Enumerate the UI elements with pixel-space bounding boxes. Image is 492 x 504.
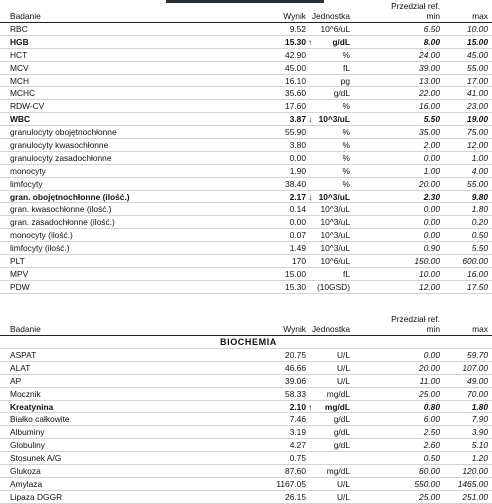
test-column-header: Badanie — [10, 324, 41, 334]
test-name: HCT — [10, 49, 28, 60]
ref-max: 0.50 — [471, 230, 488, 241]
unit: U/L — [336, 375, 350, 386]
test-name: MCHC — [10, 88, 36, 99]
ref-min: 22.00 — [419, 88, 440, 99]
table-row — [0, 465, 492, 478]
unit: % — [342, 140, 350, 151]
morphology-rows — [0, 23, 492, 294]
result-value: 20.75 — [285, 350, 306, 360]
table-row — [0, 126, 492, 139]
biochemistry-rows — [0, 349, 492, 504]
unit-column-header: Jednostka — [311, 11, 350, 21]
ref-min: 24.00 — [419, 49, 440, 60]
table-row — [0, 413, 492, 426]
test-name: ALAT — [10, 362, 31, 373]
table-row — [0, 191, 492, 204]
test-name: limfocyty — [10, 178, 43, 189]
unit: 10^3/uL — [320, 217, 350, 228]
unit: % — [342, 178, 350, 189]
result-value: 15.30 — [285, 281, 306, 292]
table-row — [0, 362, 492, 375]
ref-min: 35.00 — [419, 127, 440, 138]
reference-range-header: Przedział ref. — [391, 1, 440, 11]
ref-max: 45.00 — [467, 49, 488, 60]
unit: 10^3/uL — [318, 114, 350, 125]
min-column-header: min — [426, 11, 440, 21]
min-column-header: min — [426, 324, 440, 334]
result-value: 58.33 — [285, 388, 306, 399]
result-value: 3.80 — [289, 140, 306, 151]
test-name: Amylaza — [10, 478, 43, 489]
result-value: 3.19 — [289, 427, 306, 438]
ref-min: 1.00 — [423, 165, 440, 176]
unit: (10GSD) — [316, 281, 350, 292]
unit: 10^3/uL — [320, 204, 350, 215]
reference-range-header: Przedział ref. — [391, 314, 440, 324]
ref-min: 25.00 — [419, 388, 440, 399]
result-value: 46.66 — [285, 362, 306, 373]
ref-min: 0.50 — [423, 453, 440, 464]
table-row — [0, 401, 492, 414]
result-flag: ↑ — [308, 401, 313, 412]
unit: % — [342, 127, 350, 138]
ref-max: 107.00 — [462, 362, 488, 373]
ref-max: 17.50 — [467, 281, 488, 292]
max-column-header: max — [472, 11, 488, 21]
table-row — [0, 23, 492, 36]
table-row — [0, 229, 492, 242]
table-row — [0, 216, 492, 229]
ref-min: 6.50 — [423, 24, 440, 34]
ref-min: 0.80 — [423, 401, 440, 412]
test-name: MCV — [10, 62, 29, 73]
unit: g/dL — [333, 427, 350, 438]
ref-max: 10.00 — [467, 24, 488, 34]
ref-min: 6.00 — [423, 414, 440, 425]
result-value: 1167.05 — [276, 478, 306, 489]
unit: mg/dL — [326, 388, 350, 399]
test-name: gran. zasadochłonne (ilość.) — [10, 217, 115, 228]
ref-max: 1.80 — [471, 204, 488, 215]
ref-min: 0.90 — [423, 243, 440, 254]
ref-max: 49.00 — [467, 375, 488, 386]
ref-max: 59.70 — [467, 350, 488, 360]
ref-min: 0.00 — [423, 230, 440, 241]
unit: mg/dL — [326, 466, 350, 477]
table-row — [0, 281, 492, 294]
test-name: MPV — [10, 268, 29, 279]
ref-min: 8.00 — [423, 36, 440, 47]
ref-max: 251.00 — [462, 491, 488, 502]
result-flag: ↓ — [308, 114, 313, 125]
test-name: RDW-CV — [10, 101, 45, 112]
result-value: 1.90 — [289, 165, 306, 176]
unit: g/dL — [333, 440, 350, 451]
ref-max: 1465.00 — [457, 478, 488, 489]
table-header — [0, 1, 492, 23]
table-row — [0, 426, 492, 439]
test-name: AP — [10, 375, 22, 386]
table-row — [0, 242, 492, 255]
ref-min: 10.00 — [419, 268, 440, 279]
ref-min: 150.00 — [414, 256, 440, 267]
ref-max: 0.20 — [471, 217, 488, 228]
ref-max: 1.00 — [471, 152, 488, 163]
result-value: 2.10 — [289, 401, 306, 412]
test-name: gran. kwasochłonne (ilość.) — [10, 204, 112, 215]
unit: mg/dL — [324, 401, 350, 412]
ref-max: 12.00 — [467, 140, 488, 151]
ref-max: 3.90 — [471, 427, 488, 438]
result-column-header: Wynik — [283, 324, 306, 334]
ref-min: 0.00 — [423, 152, 440, 163]
test-name: limfocyty (ilość.) — [10, 243, 70, 254]
result-flag: ↓ — [308, 191, 313, 202]
ref-min: 13.00 — [419, 75, 440, 86]
table-row — [0, 87, 492, 100]
ref-max: 23.00 — [467, 101, 488, 112]
result-value: 17.60 — [285, 101, 306, 112]
result-value: 1.49 — [289, 243, 306, 254]
test-name: granulocyty obojętnochłonne — [10, 127, 117, 138]
table-row — [0, 349, 492, 362]
unit: g/dL — [332, 36, 350, 47]
table-row — [0, 62, 492, 75]
table-row — [0, 36, 492, 49]
result-value: 35.60 — [285, 88, 306, 99]
unit: 10^3/uL — [318, 191, 350, 202]
test-name: Kreatynina — [10, 401, 54, 412]
unit: 10^6/uL — [320, 256, 350, 267]
result-value: 4.27 — [289, 440, 306, 451]
table-row — [0, 388, 492, 401]
test-name: RBC — [10, 24, 28, 34]
unit: U/L — [336, 478, 350, 489]
ref-min: 5.50 — [423, 114, 440, 125]
ref-min: 0.00 — [423, 350, 440, 360]
table-header — [0, 314, 492, 336]
ref-min: 16.00 — [419, 101, 440, 112]
test-name: Mocznik — [10, 388, 41, 399]
test-name: Globuliny — [10, 440, 45, 451]
ref-min: 60.00 — [419, 466, 440, 477]
table-row — [0, 268, 492, 281]
test-name: granulocyty zasadochłonne — [10, 152, 112, 163]
morphology-table — [0, 1, 492, 294]
result-value: 55.90 — [285, 127, 306, 138]
result-column-header: Wynik — [283, 11, 306, 21]
result-value: 87.60 — [285, 466, 306, 477]
result-value: 15.30 — [285, 36, 306, 47]
table-row — [0, 203, 492, 216]
ref-min: 2.30 — [423, 191, 440, 202]
ref-max: 1.80 — [471, 401, 488, 412]
ref-max: 55.00 — [467, 178, 488, 189]
test-name: Albuminy — [10, 427, 45, 438]
ref-max: 15.00 — [467, 36, 488, 47]
test-name: WBC — [10, 114, 31, 125]
unit: U/L — [336, 362, 350, 373]
result-flag: ↑ — [308, 36, 313, 47]
unit: 10^6/uL — [320, 24, 350, 34]
test-name: gran. obojętnochłonne (ilość.) — [10, 191, 130, 202]
result-value: 170 — [292, 256, 306, 267]
ref-max: 75.00 — [467, 127, 488, 138]
table-row — [0, 375, 492, 388]
unit: 10^3/uL — [320, 230, 350, 241]
result-value: 26.15 — [285, 491, 306, 502]
unit: 10^3/uL — [320, 243, 350, 254]
ref-max: 9.80 — [471, 191, 488, 202]
ref-max: 120.00 — [462, 466, 488, 477]
test-column-header: Badanie — [10, 11, 41, 21]
test-name: monocyty (ilość.) — [10, 230, 73, 241]
unit: fL — [343, 62, 350, 73]
ref-min: 0.00 — [423, 217, 440, 228]
unit-column-header: Jednostka — [311, 324, 350, 334]
result-value: 42.90 — [285, 49, 306, 60]
table-row — [0, 478, 492, 491]
table-row — [0, 178, 492, 191]
ref-max: 5.50 — [471, 243, 488, 254]
table-row — [0, 439, 492, 452]
table-row — [0, 113, 492, 126]
table-row — [0, 491, 492, 504]
ref-min: 2.50 — [423, 427, 440, 438]
table-row — [0, 100, 492, 113]
test-name: Stosunek A/G — [10, 453, 62, 464]
unit: fL — [343, 268, 350, 279]
result-value: 2.17 — [289, 191, 306, 202]
ref-min: 20.00 — [419, 178, 440, 189]
unit: g/dL — [333, 88, 350, 99]
ref-max: 55.00 — [467, 62, 488, 73]
ref-max: 4.00 — [471, 165, 488, 176]
result-value: 3.87 — [289, 114, 306, 125]
ref-max: 17.00 — [467, 75, 488, 86]
ref-max: 7.90 — [471, 414, 488, 425]
test-name: monocyty — [10, 165, 46, 176]
ref-min: 25.00 — [419, 491, 440, 502]
test-name: granulocyty kwasochłonne — [10, 140, 109, 151]
result-value: 16.10 — [285, 75, 306, 86]
table-row — [0, 139, 492, 152]
ref-max: 600.00 — [462, 256, 488, 267]
ref-min: 12.00 — [419, 281, 440, 292]
test-name: HGB — [10, 36, 29, 47]
result-value: 0.75 — [289, 453, 306, 464]
unit: U/L — [336, 350, 350, 360]
result-value: 38.40 — [285, 178, 306, 189]
unit: % — [342, 101, 350, 112]
ref-max: 1.20 — [471, 453, 488, 464]
table-row — [0, 75, 492, 88]
ref-max: 41.00 — [467, 88, 488, 99]
ref-max: 19.00 — [467, 114, 488, 125]
unit: pg — [340, 75, 350, 86]
ref-min: 39.00 — [419, 62, 440, 73]
ref-min: 2.60 — [423, 440, 440, 451]
ref-min: 11.00 — [419, 375, 440, 386]
test-name: PDW — [10, 281, 30, 292]
max-column-header: max — [472, 324, 488, 334]
test-name: Glukoza — [10, 466, 41, 477]
section-title: BIOCHEMIA — [220, 337, 277, 347]
biochemistry-table — [0, 314, 492, 504]
result-value: 0.00 — [289, 152, 306, 163]
test-name: PLT — [10, 256, 25, 267]
table-row — [0, 49, 492, 62]
ref-min: 550.00 — [414, 478, 440, 489]
unit: % — [342, 165, 350, 176]
result-value: 7.46 — [289, 414, 306, 425]
unit: g/dL — [333, 414, 350, 425]
section-heading — [0, 336, 492, 349]
unit: % — [342, 49, 350, 60]
result-value: 15.00 — [285, 268, 306, 279]
ref-max: 5.10 — [471, 440, 488, 451]
unit: % — [342, 152, 350, 163]
ref-max: 16.00 — [467, 268, 488, 279]
result-value: 0.07 — [289, 230, 306, 241]
result-value: 39.06 — [285, 375, 306, 386]
ref-max: 70.00 — [467, 388, 488, 399]
test-name: Białko całkowite — [10, 414, 70, 425]
test-name: MCH — [10, 75, 30, 86]
test-name: Lipaza DGGR — [10, 491, 63, 502]
test-name: ASPAT — [10, 350, 37, 360]
result-value: 45.00 — [285, 62, 306, 73]
result-value: 9.52 — [289, 24, 306, 34]
table-row — [0, 152, 492, 165]
result-value: 0.14 — [289, 204, 306, 215]
ref-min: 0.00 — [423, 204, 440, 215]
table-row — [0, 255, 492, 268]
table-row — [0, 452, 492, 465]
ref-min: 20.00 — [419, 362, 440, 373]
table-row — [0, 165, 492, 178]
unit: U/L — [336, 491, 350, 502]
result-value: 0.00 — [289, 217, 306, 228]
ref-min: 2.00 — [423, 140, 440, 151]
